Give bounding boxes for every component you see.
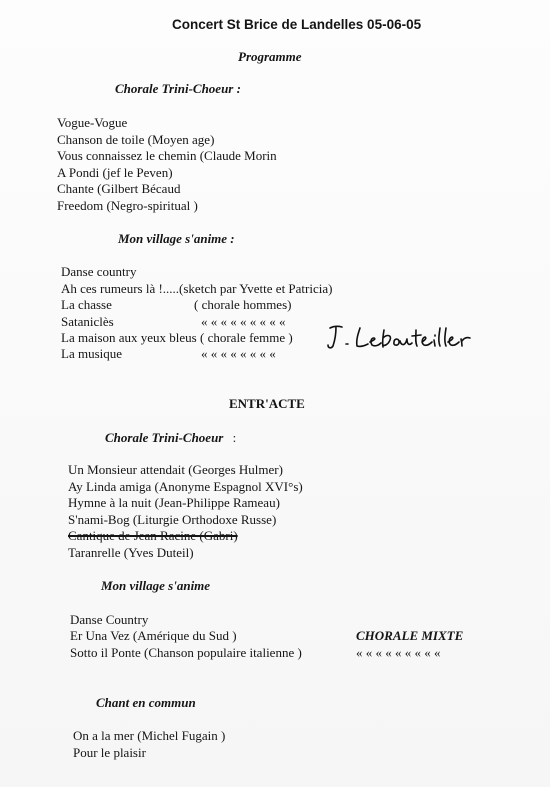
section2-ditto-marks: « « « « « « « « « bbox=[201, 314, 286, 329]
section1-item: Vogue-Vogue bbox=[57, 115, 128, 130]
section2-item: Sataniclès bbox=[61, 314, 114, 329]
section3-heading-text: Chorale Trini-Choeur bbox=[105, 430, 224, 445]
section2-ditto-marks: « « « « « « « « bbox=[201, 346, 276, 361]
section1-item: Chanson de toile (Moyen age) bbox=[57, 132, 215, 147]
section1-heading: Chorale Trini-Choeur : bbox=[115, 81, 241, 96]
entracte-heading: ENTR'ACTE bbox=[229, 396, 305, 411]
section3-item: S'nami-Bog (Liturgie Orthodoxe Russe) bbox=[68, 512, 277, 527]
document-title: Concert St Brice de Landelles 05-06-05 bbox=[172, 17, 422, 32]
chorale-mixte-label: CHORALE MIXTE bbox=[356, 628, 464, 643]
section3-item-struck: Cantique de Jean Racine (Gabri) bbox=[68, 528, 238, 543]
section1-item: A Pondi (jef le Peven) bbox=[57, 165, 173, 180]
section2-heading: Mon village s'anime : bbox=[118, 231, 235, 246]
section2-item: Ah ces rumeurs là !.....(sketch par Yvette et Patricia) bbox=[61, 281, 333, 296]
section1-item: Vous connaissez le chemin (Claude Morin bbox=[57, 148, 277, 163]
section2-item: La chasse bbox=[61, 297, 112, 312]
section2-item: Danse country bbox=[61, 264, 137, 279]
programme-heading: Programme bbox=[238, 49, 302, 64]
section4-item: Danse Country bbox=[70, 612, 149, 627]
section3-item: Ay Linda amiga (Anonyme Espagnol XVI°s) bbox=[68, 479, 303, 494]
section5-heading: Chant en commun bbox=[96, 695, 196, 710]
section4-item: Er Una Vez (Amérique du Sud ) bbox=[70, 628, 237, 643]
section3-heading-colon: : bbox=[232, 430, 237, 445]
section4-heading: Mon village s'anime bbox=[101, 578, 211, 593]
section3-item: Taranrelle (Yves Duteil) bbox=[68, 545, 194, 560]
section3-heading bbox=[105, 430, 236, 446]
section3-item: Un Monsieur attendait (Georges Hulmer) bbox=[68, 462, 283, 477]
handwritten-signature bbox=[324, 322, 484, 354]
section4-ditto-marks: « « « « « « « « « bbox=[356, 645, 441, 660]
section1-item: Chante (Gilbert Bécaud bbox=[57, 181, 181, 196]
section1-item: Freedom (Negro-spiritual ) bbox=[57, 198, 198, 213]
section2-item: La maison aux yeux bleus ( chorale femme ) bbox=[61, 330, 293, 345]
section5-item: On a la mer (Michel Fugain ) bbox=[73, 728, 226, 743]
section2-note: ( chorale hommes) bbox=[194, 297, 292, 312]
section2-item: La musique bbox=[61, 346, 123, 361]
section5-item: Pour le plaisir bbox=[73, 745, 146, 760]
section3-item: Hymne à la nuit (Jean-Philippe Rameau) bbox=[68, 495, 280, 510]
section4-item: Sotto il Ponte (Chanson populaire italienne ) bbox=[70, 645, 302, 660]
